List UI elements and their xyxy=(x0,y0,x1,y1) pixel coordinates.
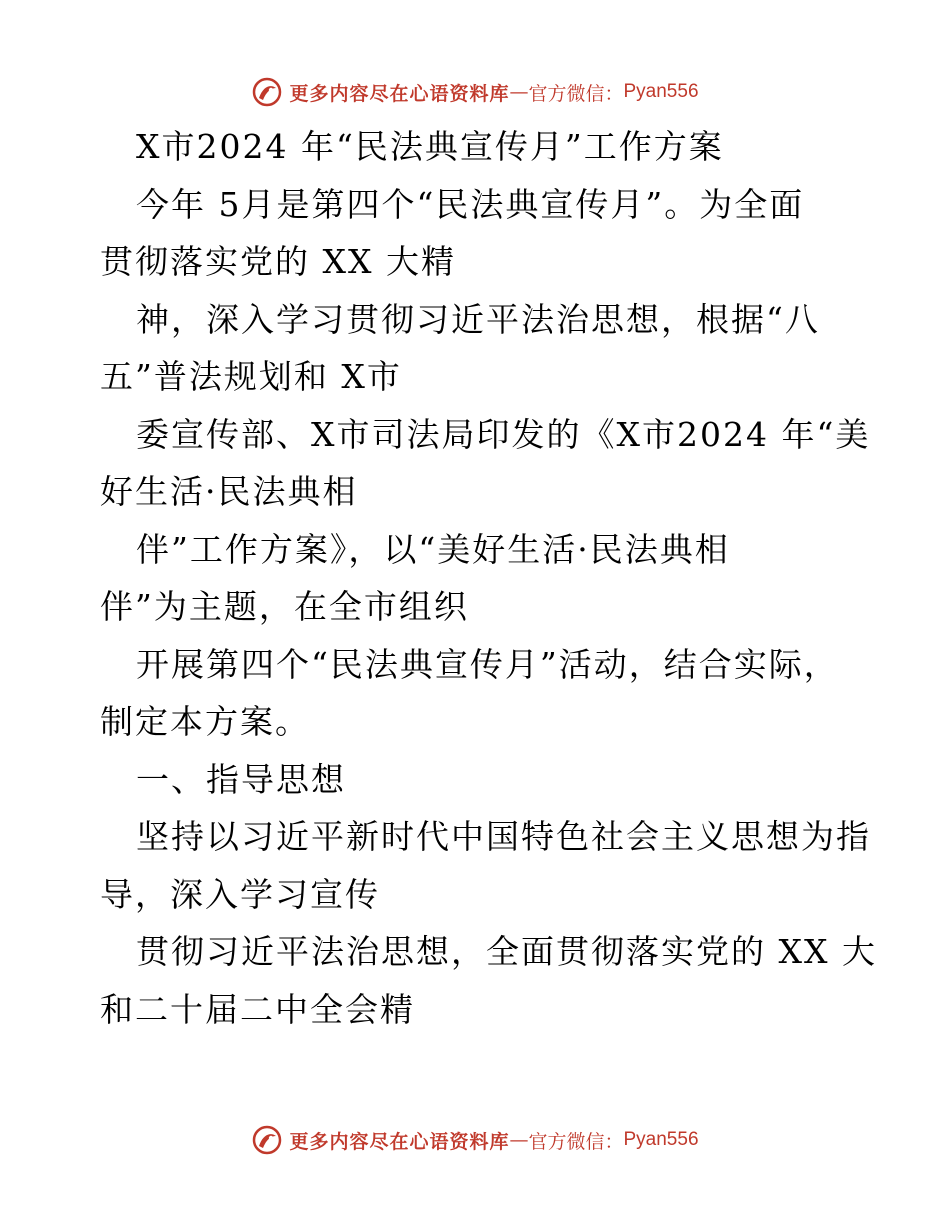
seal-logo-icon xyxy=(251,1124,283,1156)
paragraph-line: 伴”为主题，在全市组织 xyxy=(100,587,469,626)
paragraph-line: 好生活·民法典相 xyxy=(100,472,358,511)
watermark-label: 官方微信： xyxy=(528,82,624,105)
document-title: X市2024 年“民法典宣传月”工作方案 xyxy=(136,127,724,166)
paragraph-line: 五”普法规划和 X市 xyxy=(100,357,402,396)
watermark-id: Pyan556 xyxy=(623,1129,699,1150)
section-heading: 一、指导思想 xyxy=(136,759,346,799)
watermark-text: 更多内容尽在心语资料库 xyxy=(289,1130,510,1153)
paragraph-line: 伴”工作方案》，以“美好生活·民法典相 xyxy=(136,529,730,569)
seal-logo-icon xyxy=(251,76,283,108)
paragraph-line: 贯彻习近平法治思想，全面贯彻落实党的 XX 大 xyxy=(136,932,877,971)
watermark-text: 更多内容尽在心语资料库 xyxy=(289,82,510,105)
watermark-dash: — xyxy=(509,81,529,103)
watermark-label: 官方微信： xyxy=(528,1130,624,1153)
document-body xyxy=(100,118,877,1038)
paragraph-line: 委宣传部、X市司法局印发的《X市2024 年“美 xyxy=(136,414,871,454)
paragraph-line: 神，深入学习贯彻习近平法治思想，根据“八 xyxy=(136,299,820,339)
paragraph-line: 和二十届二中全会精 xyxy=(100,989,415,1029)
header-watermark xyxy=(0,72,950,112)
watermark-dash: — xyxy=(509,1129,529,1151)
paragraph-line: 制定本方案。 xyxy=(100,702,310,741)
watermark-id: Pyan556 xyxy=(623,81,699,102)
footer-watermark xyxy=(0,1120,950,1160)
paragraph-line: 开展第四个“民法典宣传月”活动，结合实际， xyxy=(136,644,839,684)
paragraph-line: 导，深入学习宣传 xyxy=(100,874,380,914)
paragraph-line: 今年 5月是第四个“民法典宣传月”。为全面 xyxy=(136,184,805,224)
paragraph-line: 贯彻落实党的 XX 大精 xyxy=(100,242,456,281)
paragraph-line: 坚持以习近平新时代中国特色社会主义思想为指 xyxy=(136,817,871,856)
